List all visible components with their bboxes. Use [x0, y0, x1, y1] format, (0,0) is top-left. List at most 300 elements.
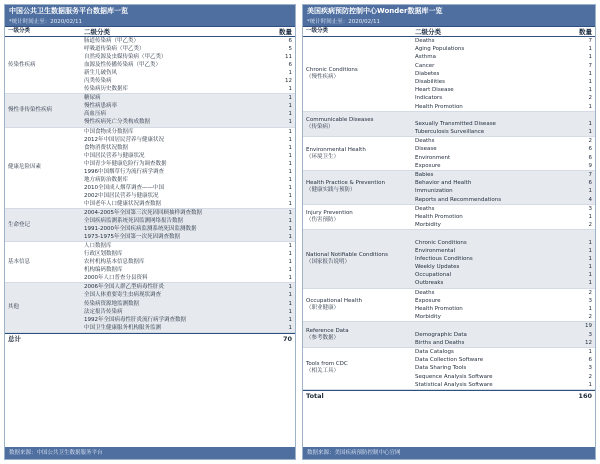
table-row: [415, 263, 595, 271]
category-2-list: [415, 137, 595, 170]
category-2-name: 糖尿病: [84, 95, 101, 102]
category-1-cell: [303, 37, 415, 111]
row-count: 1: [288, 111, 292, 118]
category-2-name: Health Promotion: [415, 103, 463, 110]
table-row: [80, 69, 295, 77]
category-1-name: 其他: [8, 304, 20, 311]
category-1-name-cn: （伤害预防）: [306, 217, 340, 224]
category-1-cell: [303, 348, 415, 389]
row-count: 11: [285, 54, 292, 61]
category-2-name: 传染病历史数据库: [84, 86, 129, 93]
panel-title: 中国公共卫生数据服务平台数据库一览: [5, 5, 295, 18]
row-count: 2: [588, 138, 592, 145]
table-row: [415, 221, 595, 229]
category-2-name: Aging Populations: [415, 46, 465, 53]
table-row: [415, 356, 595, 364]
category-2-name: Deaths: [415, 289, 435, 296]
row-count: 1: [288, 128, 292, 135]
category-2-name: Demographic Data: [415, 331, 467, 338]
row-count: 1: [288, 95, 292, 102]
row-count: 1: [288, 184, 292, 191]
category-2-list: [415, 37, 595, 111]
category-2-name: Asthma: [415, 54, 436, 61]
header-category-2: 二级分类: [415, 28, 441, 36]
category-1-name: 基本信息: [8, 258, 31, 265]
table-row: [80, 274, 295, 282]
table-row: [80, 152, 295, 160]
row-count: 1: [288, 70, 292, 77]
table-row: [415, 322, 595, 330]
table-row: [415, 297, 595, 305]
row-count: 1: [288, 192, 292, 199]
china-database-panel: [4, 4, 296, 460]
table-row: [415, 271, 595, 279]
category-1-name: Environmental Health: [306, 146, 366, 153]
category-2-name: Cancer: [415, 62, 435, 69]
category-2-name: 传染病资源地监测数据: [84, 300, 140, 307]
table-row: [80, 291, 295, 299]
category-2-name: 中国卫生健康服务机构服务监测: [84, 324, 162, 331]
category-1-name: Tools from CDC: [306, 361, 348, 368]
row-count: 1: [288, 200, 292, 207]
table-row: [80, 192, 295, 200]
table-row: [80, 258, 295, 266]
category-2-name: 中国食物成分数据库: [84, 128, 134, 135]
row-count: 1: [288, 284, 292, 291]
row-count: 3: [588, 205, 592, 212]
category-group: [5, 283, 295, 332]
category-2-name: 全国人体重要寄生虫病现状调查: [84, 292, 162, 299]
table-row: [415, 305, 595, 313]
category-group: [303, 348, 595, 390]
category-2-name: Deaths: [415, 205, 435, 212]
category-2-name: 高血压病: [84, 111, 107, 118]
category-2-name: Outbreaks: [415, 280, 444, 287]
category-2-name: 2012年中国居民营养与健康状况: [84, 136, 164, 143]
row-count: 1: [288, 136, 292, 143]
category-2-name: 慢性病患病率: [84, 103, 118, 110]
table-row: [80, 324, 295, 332]
category-2-name: 中国老年人口健康状况调查数据: [84, 200, 162, 207]
table-row: [80, 300, 295, 308]
category-2-name: Immunization: [415, 188, 453, 195]
table-row: [80, 144, 295, 152]
category-group: [303, 37, 595, 112]
header-category-1: 一级分类: [8, 28, 31, 34]
row-count: 3: [588, 331, 592, 338]
category-2-list: [80, 209, 295, 241]
row-count: 1: [588, 247, 592, 254]
row-count: 1: [288, 251, 292, 258]
stat-date: *统计时间止至：2020/02/11: [5, 18, 295, 27]
row-count: 19: [585, 323, 592, 330]
row-count: 6: [588, 154, 592, 161]
category-2-name: Health Promotion: [415, 306, 463, 312]
category-2-list: [415, 205, 595, 230]
row-count: 1: [288, 144, 292, 151]
category-2-name: 农村机构基本信息数据库: [84, 259, 145, 266]
row-count: 1: [588, 46, 592, 53]
category-2-name: [415, 230, 577, 238]
table-row: [415, 187, 595, 195]
row-count: 1: [288, 168, 292, 175]
category-1-cell: [303, 112, 415, 137]
category-2-name: Chronic Conditions: [415, 239, 467, 246]
category-2-name: 1992年全国病毒性肝炎流行病学调查数据: [84, 316, 186, 323]
category-2-name: Births and Deaths: [415, 339, 465, 346]
row-count: [577, 230, 595, 238]
row-count: 1: [288, 308, 292, 315]
category-1-cell: [5, 242, 80, 282]
table-row: [80, 102, 295, 110]
category-2-list: [80, 37, 295, 93]
table-row: [415, 239, 595, 247]
table-row: [415, 289, 595, 297]
category-1-cell: [5, 209, 80, 241]
row-count: 6: [288, 38, 292, 44]
category-2-name: Sexually Transmitted Disease: [415, 120, 496, 127]
table-row: [80, 209, 295, 217]
row-count: 1: [288, 259, 292, 266]
category-2-name: Data Collection Software: [415, 357, 484, 364]
source-note: 数据来源：美国疾病预防控制中心官网: [303, 447, 595, 459]
category-1-cell: [303, 205, 415, 230]
row-count: 6: [588, 180, 592, 187]
category-1-cell: [303, 322, 415, 347]
category-1-cell: [303, 289, 415, 322]
row-count: 5: [288, 46, 292, 53]
row-count: 1: [288, 86, 292, 93]
category-2-name: [415, 112, 577, 120]
category-1-name: Occupational Health: [306, 298, 362, 304]
category-2-name: 1973-1975年全国第一次死因调查数据: [84, 234, 180, 241]
category-group: [303, 171, 595, 205]
category-1-name: National Notifiable Conditions: [306, 251, 388, 258]
category-1-cell: [303, 171, 415, 204]
header-count: 数量: [579, 28, 592, 36]
category-2-name: Statistical Analysis Software: [415, 381, 493, 388]
row-count: 1: [588, 129, 592, 136]
category-1-cell: [303, 230, 415, 287]
category-1-name: 生命登记: [8, 221, 31, 228]
table-row: [80, 200, 295, 208]
table-row: [415, 373, 595, 381]
table-row: [415, 128, 595, 136]
row-count: 1: [588, 103, 592, 110]
table-row: [415, 78, 595, 86]
category-2-name: Sequence Analysis Software: [415, 373, 493, 380]
row-count: 2: [588, 95, 592, 102]
category-2-name: Data Sharing Tools: [415, 365, 467, 372]
row-count: 1: [288, 160, 292, 167]
category-2-name: Environment: [415, 154, 451, 161]
category-2-name: 中国青少年健康危险行为调查数据: [84, 160, 167, 167]
category-2-name: Environmental: [415, 247, 456, 254]
table-row: [80, 242, 295, 250]
category-2-name: Exposure: [415, 162, 441, 169]
category-2-list: [80, 128, 295, 208]
row-count: 7: [588, 38, 592, 44]
category-1-name: Communicable Diseases: [306, 116, 374, 123]
table-row: [415, 94, 595, 102]
row-count: 3: [588, 365, 592, 372]
header-category-1: 一级分类: [306, 28, 329, 34]
category-1-name-cn: （参考数据）: [306, 334, 340, 341]
table-row: [80, 37, 295, 45]
category-2-list: [415, 112, 595, 137]
table-row: [415, 171, 595, 179]
category-1-name-cn: （健康实践与预防）: [306, 187, 356, 194]
table-row: [80, 45, 295, 53]
row-count: 1: [588, 280, 592, 287]
category-group: [303, 322, 595, 348]
category-2-list: [415, 348, 595, 389]
table-row: [415, 279, 595, 287]
table-row: [415, 179, 595, 187]
table-row: [80, 53, 295, 61]
category-group: [5, 94, 295, 127]
category-2-name: Behavior and Health: [415, 180, 472, 187]
category-2-list: [415, 322, 595, 347]
row-count: 9: [588, 162, 592, 169]
category-2-name: Babies: [415, 172, 434, 178]
row-count: 1: [588, 120, 592, 127]
table-row: [415, 53, 595, 61]
category-2-name: 丙类传染病: [84, 78, 112, 85]
row-count: 1: [588, 70, 592, 77]
table-row: [415, 86, 595, 94]
table-row: [415, 162, 595, 170]
row-count: 1: [288, 324, 292, 331]
row-count: 1: [588, 306, 592, 312]
category-2-name: 2006年全国人群乙型病毒性肝炎: [84, 284, 164, 291]
category-1-name: Chronic Conditions: [306, 66, 358, 73]
category-2-name: Reports and Recommendations: [415, 196, 502, 203]
category-2-name: Tuberculosis Surveillance: [415, 129, 485, 136]
table-row: [80, 94, 295, 102]
row-count: 1: [288, 119, 292, 126]
row-count: 1: [588, 78, 592, 85]
row-count: 7: [588, 172, 592, 178]
category-group: [5, 37, 295, 94]
row-count: 1: [288, 275, 292, 282]
category-2-name: Deaths: [415, 38, 435, 44]
category-2-list: [80, 94, 295, 126]
category-2-name: 2004-2005年全国第三次死因回顾抽样调查数据: [84, 209, 202, 216]
category-2-name: Occupational: [415, 272, 452, 279]
row-count: 1: [588, 239, 592, 246]
table-row: [80, 168, 295, 176]
category-2-list: [415, 230, 595, 287]
total-label: 总计: [8, 334, 21, 343]
category-1-name: 健康危险因素: [8, 164, 42, 171]
header-count: 数量: [279, 28, 292, 36]
table-total-row: [5, 333, 295, 343]
row-count: 2: [588, 222, 592, 229]
category-group: [5, 242, 295, 283]
category-2-name: 全国疾病监测系统死因监测网络报告数据: [84, 218, 184, 225]
table-row: [415, 381, 595, 389]
category-1-name-cn: （环境卫生）: [306, 153, 340, 160]
category-2-name: 肠道传染病（甲乙类）: [84, 38, 140, 44]
table-row: [80, 225, 295, 233]
row-count: 6: [288, 62, 292, 69]
table-row: [80, 233, 295, 241]
row-count: 1: [588, 188, 592, 195]
category-1-cell: [303, 137, 415, 170]
category-2-name: 2002中国居民营养与健康状况: [84, 192, 159, 199]
row-count: 12: [585, 339, 592, 346]
table-row: [80, 128, 295, 136]
category-2-name: Deaths: [415, 138, 435, 145]
row-count: 2: [588, 314, 592, 321]
table-row: [80, 316, 295, 324]
row-count: 1: [288, 209, 292, 216]
category-2-list: [415, 289, 595, 322]
category-2-name: Data Catalogs: [415, 348, 454, 355]
row-count: 1: [288, 176, 292, 183]
category-2-list: [80, 283, 295, 331]
category-2-name: 人口数据库: [84, 243, 112, 250]
panel-title: 美国疾病预防控制中心Wonder数据库一览: [303, 5, 595, 18]
category-2-name: Disabilities: [415, 78, 446, 85]
category-group: [5, 209, 295, 242]
category-1-name-cn: （国家报告说明）: [306, 258, 351, 265]
table-row: [415, 313, 595, 321]
category-1-name: 传染性疾病: [8, 61, 36, 68]
category-2-list: [80, 242, 295, 282]
table-row: [80, 110, 295, 118]
table-row: [80, 308, 295, 316]
category-2-name: Indicators: [415, 95, 443, 102]
row-count: 1: [288, 234, 292, 241]
row-count: 1: [588, 272, 592, 279]
table-row: [415, 112, 595, 120]
row-count: [577, 112, 595, 120]
row-count: 1: [288, 267, 292, 274]
table-row: [80, 184, 295, 192]
category-2-name: 机构编码数据库: [84, 267, 123, 274]
row-count: 1: [288, 218, 292, 225]
category-2-name: Exposure: [415, 297, 441, 304]
row-count: 1: [288, 226, 292, 233]
row-count: 7: [588, 62, 592, 69]
table-row: [80, 176, 295, 184]
table-row: [80, 85, 295, 93]
source-note: 数据来源：中国公共卫生数据服务平台: [5, 447, 295, 459]
category-group: [5, 128, 295, 209]
category-1-name-cn: （相关工具）: [306, 368, 340, 375]
table-row: [415, 348, 595, 356]
category-2-name: 2010全国成人烟草调查——中国: [84, 184, 164, 191]
category-2-name: Morbidity: [415, 314, 441, 321]
category-group: [303, 230, 595, 288]
stat-date: *统计时间止至：2020/02/11: [303, 18, 595, 27]
total-label: Total: [306, 391, 324, 400]
row-count: 1: [288, 103, 292, 110]
table-header: [5, 27, 295, 37]
row-count: 1: [588, 54, 592, 61]
table-row: [80, 160, 295, 168]
category-group: [303, 289, 595, 323]
category-2-name: 血源及性传播传染病（甲乙类）: [84, 62, 162, 69]
category-2-name: 呼吸道传染病（甲乙类）: [84, 46, 145, 53]
table-row: [415, 103, 595, 111]
row-count: 1: [588, 348, 592, 355]
category-1-name: Reference Data: [306, 327, 349, 334]
table-row: [415, 145, 595, 153]
category-2-name: Weekly Updates: [415, 264, 460, 271]
category-2-name: 自然疫源及虫媒传染病（甲乙类）: [84, 54, 167, 61]
category-2-name: Morbidity: [415, 222, 441, 229]
table-row: [415, 247, 595, 255]
category-1-name-cn: （传染病）: [306, 123, 334, 130]
table-row: [80, 266, 295, 274]
table-row: [80, 217, 295, 225]
table-row: [415, 364, 595, 372]
table-row: [80, 77, 295, 85]
category-2-name: 法定报告传染病: [84, 308, 123, 315]
category-2-name: Health Promotion: [415, 213, 463, 220]
category-1-cell: [5, 37, 80, 93]
category-2-name: 1991-2000年全国疾病监测系统死因监测数据: [84, 226, 197, 233]
table-row: [80, 61, 295, 69]
table-row: [415, 120, 595, 128]
row-count: 1: [588, 264, 592, 271]
table-row: [415, 255, 595, 263]
table-total-row: [303, 390, 595, 400]
row-count: 1: [288, 243, 292, 250]
row-count: 12: [285, 78, 292, 85]
row-count: 1: [588, 381, 592, 388]
category-2-name: 地方病防治数据库: [84, 176, 129, 183]
row-count: 2: [588, 289, 592, 296]
table-body: [5, 37, 295, 333]
row-count: 1: [588, 87, 592, 94]
row-count: 6: [588, 146, 592, 153]
row-count: 1: [588, 255, 592, 262]
total-value: 160: [578, 391, 592, 400]
category-2-name: 1996中国烟草行为流行病学调查: [84, 168, 164, 175]
category-1-cell: [5, 283, 80, 331]
category-2-name: Disease: [415, 146, 437, 153]
row-count: 1: [288, 300, 292, 307]
category-2-name: 慢性疾病死亡分类构成数据: [84, 119, 151, 126]
table-header: [303, 27, 595, 37]
table-row: [415, 331, 595, 339]
category-group: [303, 112, 595, 138]
table-row: [415, 70, 595, 78]
table-body: [303, 37, 595, 390]
table-row: [415, 154, 595, 162]
row-count: 3: [588, 297, 592, 304]
category-1-name: Health Practice & Prevention: [306, 180, 385, 187]
category-2-name: 新生儿破伤风: [84, 70, 118, 77]
table-row: [80, 283, 295, 291]
table-row: [415, 339, 595, 347]
category-2-name: 2000年人口普查分县资料: [84, 275, 148, 282]
row-count: 1: [288, 292, 292, 299]
table-row: [415, 62, 595, 70]
table-row: [415, 137, 595, 145]
table-row: [415, 205, 595, 213]
category-2-name: [415, 322, 577, 330]
category-2-name: Heart Disease: [415, 87, 454, 94]
table-row: [80, 118, 295, 126]
row-count: 2: [588, 373, 592, 380]
table-row: [80, 136, 295, 144]
category-1-name-cn: （慢性疾病）: [306, 73, 340, 80]
